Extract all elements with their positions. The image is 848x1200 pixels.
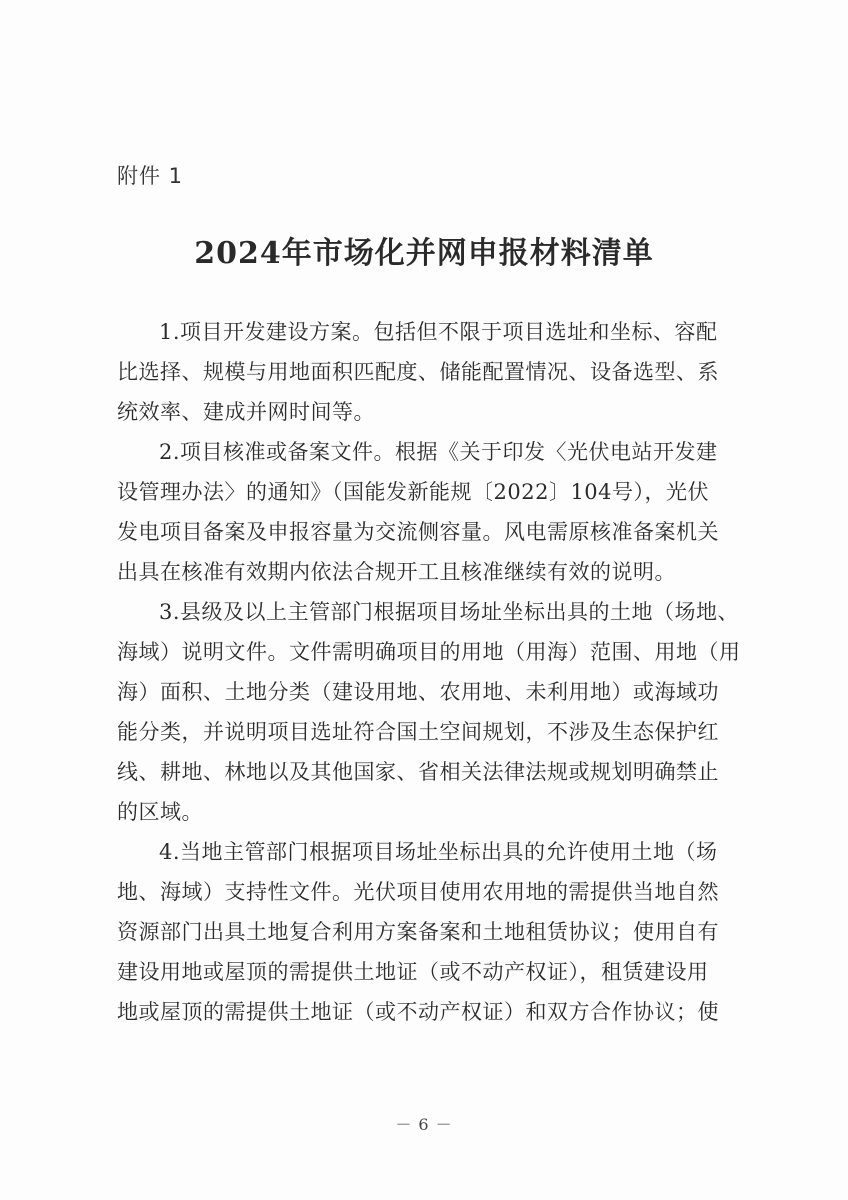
paragraph-line: 比选择、规模与用地面积匹配度、储能配置情况、设备选型、系: [117, 360, 719, 384]
paragraph-1: [117, 312, 757, 432]
paragraph-line: 地、海域）支持性文件。光伏项目使用农用地的需提供当地自然: [117, 880, 719, 904]
paragraph-line: 海）面积、土地分类（建设用地、农用地、未利用地）或海域功: [117, 680, 719, 704]
paragraph-line: 4.当地主管部门根据项目场址坐标出具的允许使用土地（场: [159, 840, 718, 864]
paragraph-line: 3.县级及以上主管部门根据项目场址坐标出具的土地（场地、: [159, 600, 740, 624]
document-title: 2024年市场化并网申报材料清单: [194, 236, 654, 271]
page-number: － 6 －: [395, 1115, 453, 1134]
paragraph-line: 设管理办法〉的通知》（国能发新能规〔2022〕104号），光伏: [117, 480, 710, 504]
document-body: [117, 312, 757, 1032]
paragraph-2: [117, 432, 757, 592]
paragraph-line: 地或屋顶的需提供土地证（或不动产权证）和双方合作协议；使: [117, 1000, 719, 1024]
paragraph-line: 海域）说明文件。文件需明确项目的用地（用海）范围、用地（用: [117, 640, 741, 664]
paragraph-line: 的区域。: [117, 800, 203, 824]
paragraph-line: 线、耕地、林地以及其他国家、省相关法律法规或规划明确禁止: [117, 760, 719, 784]
paragraph-line: 资源部门出具土地复合利用方案备案和土地租赁协议；使用自有: [117, 920, 719, 944]
paragraph-line: 1.项目开发建设方案。包括但不限于项目选址和坐标、容配: [159, 320, 718, 344]
paragraph-3: [117, 592, 757, 832]
paragraph-line: 出具在核准有效期内依法合规开工且核准继续有效的说明。: [117, 560, 676, 584]
paragraph-line: 统效率、建成并网时间等。: [117, 400, 375, 424]
paragraph-4: [117, 832, 757, 1032]
paragraph-line: 2.项目核准或备案文件。根据《关于印发〈光伏电站开发建: [159, 440, 718, 464]
paragraph-line: 建设用地或屋顶的需提供土地证（或不动产权证），租赁建设用: [117, 960, 709, 984]
paragraph-line: 能分类，并说明项目选址符合国土空间规划，不涉及生态保护红: [117, 720, 719, 744]
paragraph-line: 发电项目备案及申报容量为交流侧容量。风电需原核准备案机关: [117, 520, 719, 544]
attachment-label: 附件 1: [117, 164, 184, 188]
